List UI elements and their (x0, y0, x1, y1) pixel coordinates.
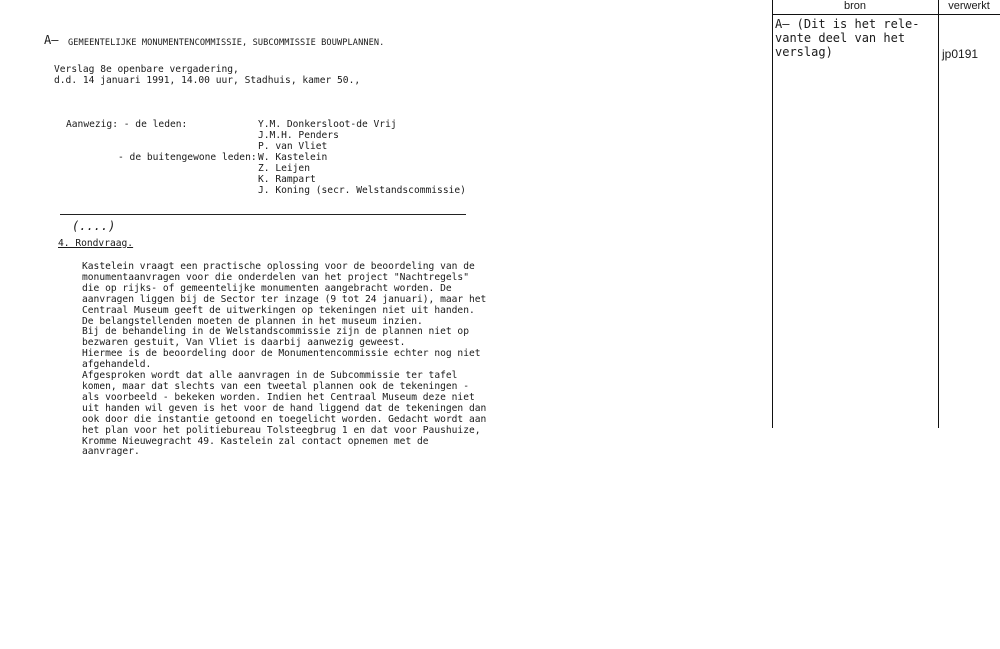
body-line: Hiermee is de beoordeling door de Monumentencommissie echter nog niet (82, 348, 481, 360)
table-header-line (772, 14, 1000, 15)
body-line: uit handen wil geven is het voor de hand liggend dat de tekeningen dan (82, 402, 487, 414)
body-line: komen, maar dat slechts van een tweetal plannen ook de tekeningen - (82, 380, 469, 392)
meeting-line-1: Verslag 8e openbare vergadering, (54, 64, 239, 75)
document-title: GEMEENTELIJKE MONUMENTENCOMMISSIE, SUBCOMMISSIE BOUWPLANNEN. (68, 38, 385, 48)
body-line: Bij de behandeling in de Welstandscommissie zijn de plannen niet op (82, 326, 469, 338)
attendee-name: J.M.H. Penders (258, 130, 339, 141)
separator-line (60, 214, 466, 215)
header-bron: bron (843, 0, 867, 12)
document-marker: A– (44, 33, 59, 47)
bron-note (775, 17, 920, 59)
bron-line: A– (Dit is het rele- (775, 17, 920, 31)
body-line: De belangstellenden moeten de plannen in het museum inzien. (82, 315, 423, 327)
bron-line: vante deel van het (775, 31, 906, 45)
header-verwerkt: verwerkt (948, 0, 990, 12)
bron-line: verslag) (775, 45, 833, 59)
body-line: bezwaren gestuit, Van Vliet is daarbij aanwezig geweest. (82, 337, 406, 349)
meeting-info (54, 64, 360, 86)
attendee-name: Z. Leijen (258, 163, 310, 174)
table-column-divider (938, 0, 939, 428)
body-line: aanvragen liggen bij de Sector ter inzage (9 tot 24 januari), maar het (82, 293, 487, 305)
meeting-line-2: d.d. 14 januari 1991, 14.00 uur, Stadhuis, kamer 50., (54, 75, 361, 86)
body-line: afgehandeld. (82, 359, 152, 371)
attendee-name: K. Rampart (258, 174, 316, 185)
section-heading: 4. Rondvraag. (58, 238, 134, 249)
attendee-name: J. Koning (secr. Welstandscommissie) (258, 185, 466, 196)
body-line: Afgesproken wordt dat alle aanvragen in de Subcommissie ter tafel (82, 370, 458, 382)
body-line: aanvrager. (82, 446, 140, 458)
attendee-name: Y.M. Donkersloot-de Vrij (258, 119, 397, 130)
verwerkt-code: jp0191 (942, 47, 979, 61)
body-line: als voorbeeld - bekeken worden. Indien het Centraal Museum deze niet (82, 391, 475, 403)
omission-marker: (....) (72, 219, 116, 233)
attendee-name: W. Kastelein (258, 152, 328, 163)
attendance-names (258, 119, 466, 196)
body-line: ook door die instantie getoond en toegelicht worden. Gedacht wordt aan (82, 413, 487, 425)
body-line: monumentaanvragen voor die onderdelen van het project "Nachtregels" (82, 271, 469, 283)
section-body (82, 262, 486, 458)
body-line: Kromme Nieuwegracht 49. Kastelein zal contact opnemen met de (82, 435, 429, 447)
body-line: het plan voor het politiebureau Tolsteegbrug 1 en dat voor Paushuize, (82, 424, 481, 436)
body-line: Kastelein vraagt een practische oplossing voor de beoordeling van de (82, 261, 475, 272)
body-line: die op rijks- of gemeentelijke monumenten aangebracht worden. De (82, 282, 452, 294)
table-border-left (772, 0, 773, 428)
attendee-name: P. van Vliet (258, 141, 328, 152)
body-line: Centraal Museum geeft de uitwerkingen op tekeningen niet uit handen. (82, 304, 475, 316)
attendance-extra-label: - de buitengewone leden: (118, 152, 257, 163)
attendance-present-label: Aanwezig: - de leden: (66, 119, 188, 130)
source-table (772, 0, 1000, 428)
